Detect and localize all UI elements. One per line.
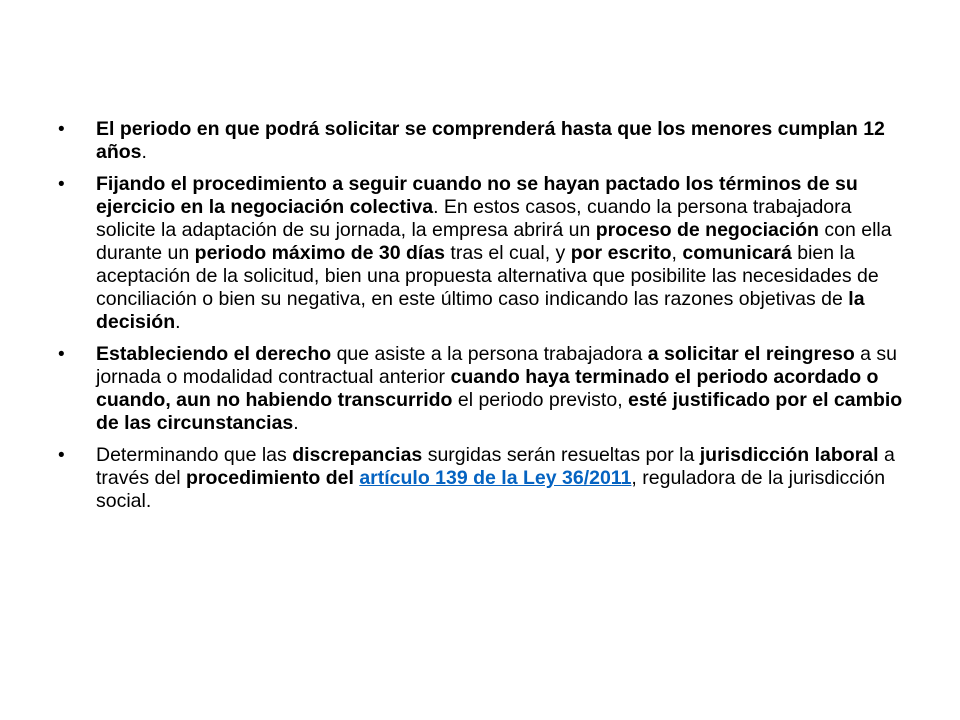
bold-text-segment: Fijando el procedimiento a seguir cuando no se hayan pactado los términos de su ejercicio en la negociación colectiva: [96, 173, 858, 218]
bullet-point-icon: •: [58, 174, 65, 195]
bullet-item: [58, 444, 908, 513]
bold-text-segment: cuando haya terminado el periodo acordado o cuando, aun no habiendo transcurrido: [96, 366, 879, 411]
bold-text-segment: la decisión: [96, 288, 865, 333]
bold-text-segment: El periodo en que podrá solicitar se comprenderá hasta que los menores cumplan 12 años: [96, 118, 885, 163]
text-segment: .: [175, 311, 181, 333]
bullet-item: [58, 118, 908, 164]
bold-text-segment: proceso de negociación: [595, 219, 819, 241]
bullet-text: [96, 118, 885, 163]
bullet-list: [58, 118, 908, 522]
bold-text-segment: jurisdicción laboral: [699, 444, 879, 466]
bullet-point-icon: •: [58, 119, 65, 140]
bold-text-segment: por escrito: [570, 242, 672, 264]
text-segment: con ella durante un: [96, 219, 892, 264]
bold-text-segment: esté justificado por el cambio de las circunstancias: [96, 389, 903, 434]
bold-text-segment: discrepancias: [292, 444, 423, 466]
bullet-item: [58, 343, 908, 435]
text-segment: surgidas serán resueltas por la: [422, 444, 700, 466]
text-segment: Determinando que las: [96, 444, 293, 466]
text-segment: a su jornada o modalidad contractual anterior: [96, 343, 898, 388]
text-segment: ,: [671, 242, 683, 264]
bold-text-segment: comunicará: [682, 242, 792, 264]
bullet-text: [96, 343, 902, 434]
text-segment: que asiste a la persona trabajadora: [331, 343, 648, 365]
bold-text-segment: a solicitar el reingreso: [647, 343, 855, 365]
text-segment: , reguladora de la jurisdicción social.: [96, 467, 886, 512]
bullet-text: [96, 173, 892, 333]
bold-text-segment: Estableciendo el derecho: [96, 343, 332, 365]
bullet-item: [58, 173, 908, 334]
text-segment: a través del: [96, 444, 895, 489]
law-article-link[interactable]: artículo 139 de la Ley 36/2011: [359, 467, 632, 489]
text-segment: .: [141, 141, 147, 163]
bullet-point-icon: •: [58, 445, 65, 466]
text-segment: . En estos casos, cuando la persona trabajadora solicite la adaptación de su jornada, la empresa abrirá un: [96, 196, 852, 241]
bullet-point-icon: •: [58, 344, 65, 365]
text-segment: tras el cual, y: [445, 242, 571, 264]
bullet-text: [96, 444, 895, 512]
text-segment: .: [293, 412, 299, 434]
bold-text-segment: procedimiento del: [185, 467, 360, 489]
text-segment: el periodo previsto,: [452, 389, 629, 411]
text-segment: bien la aceptación de la solicitud, bien una propuesta alternativa que posibilite las necesidades de conciliación o bien su negativa, en este último caso indicando las razones objetivas de: [96, 242, 879, 310]
bold-text-segment: periodo máximo de 30 días: [194, 242, 446, 264]
